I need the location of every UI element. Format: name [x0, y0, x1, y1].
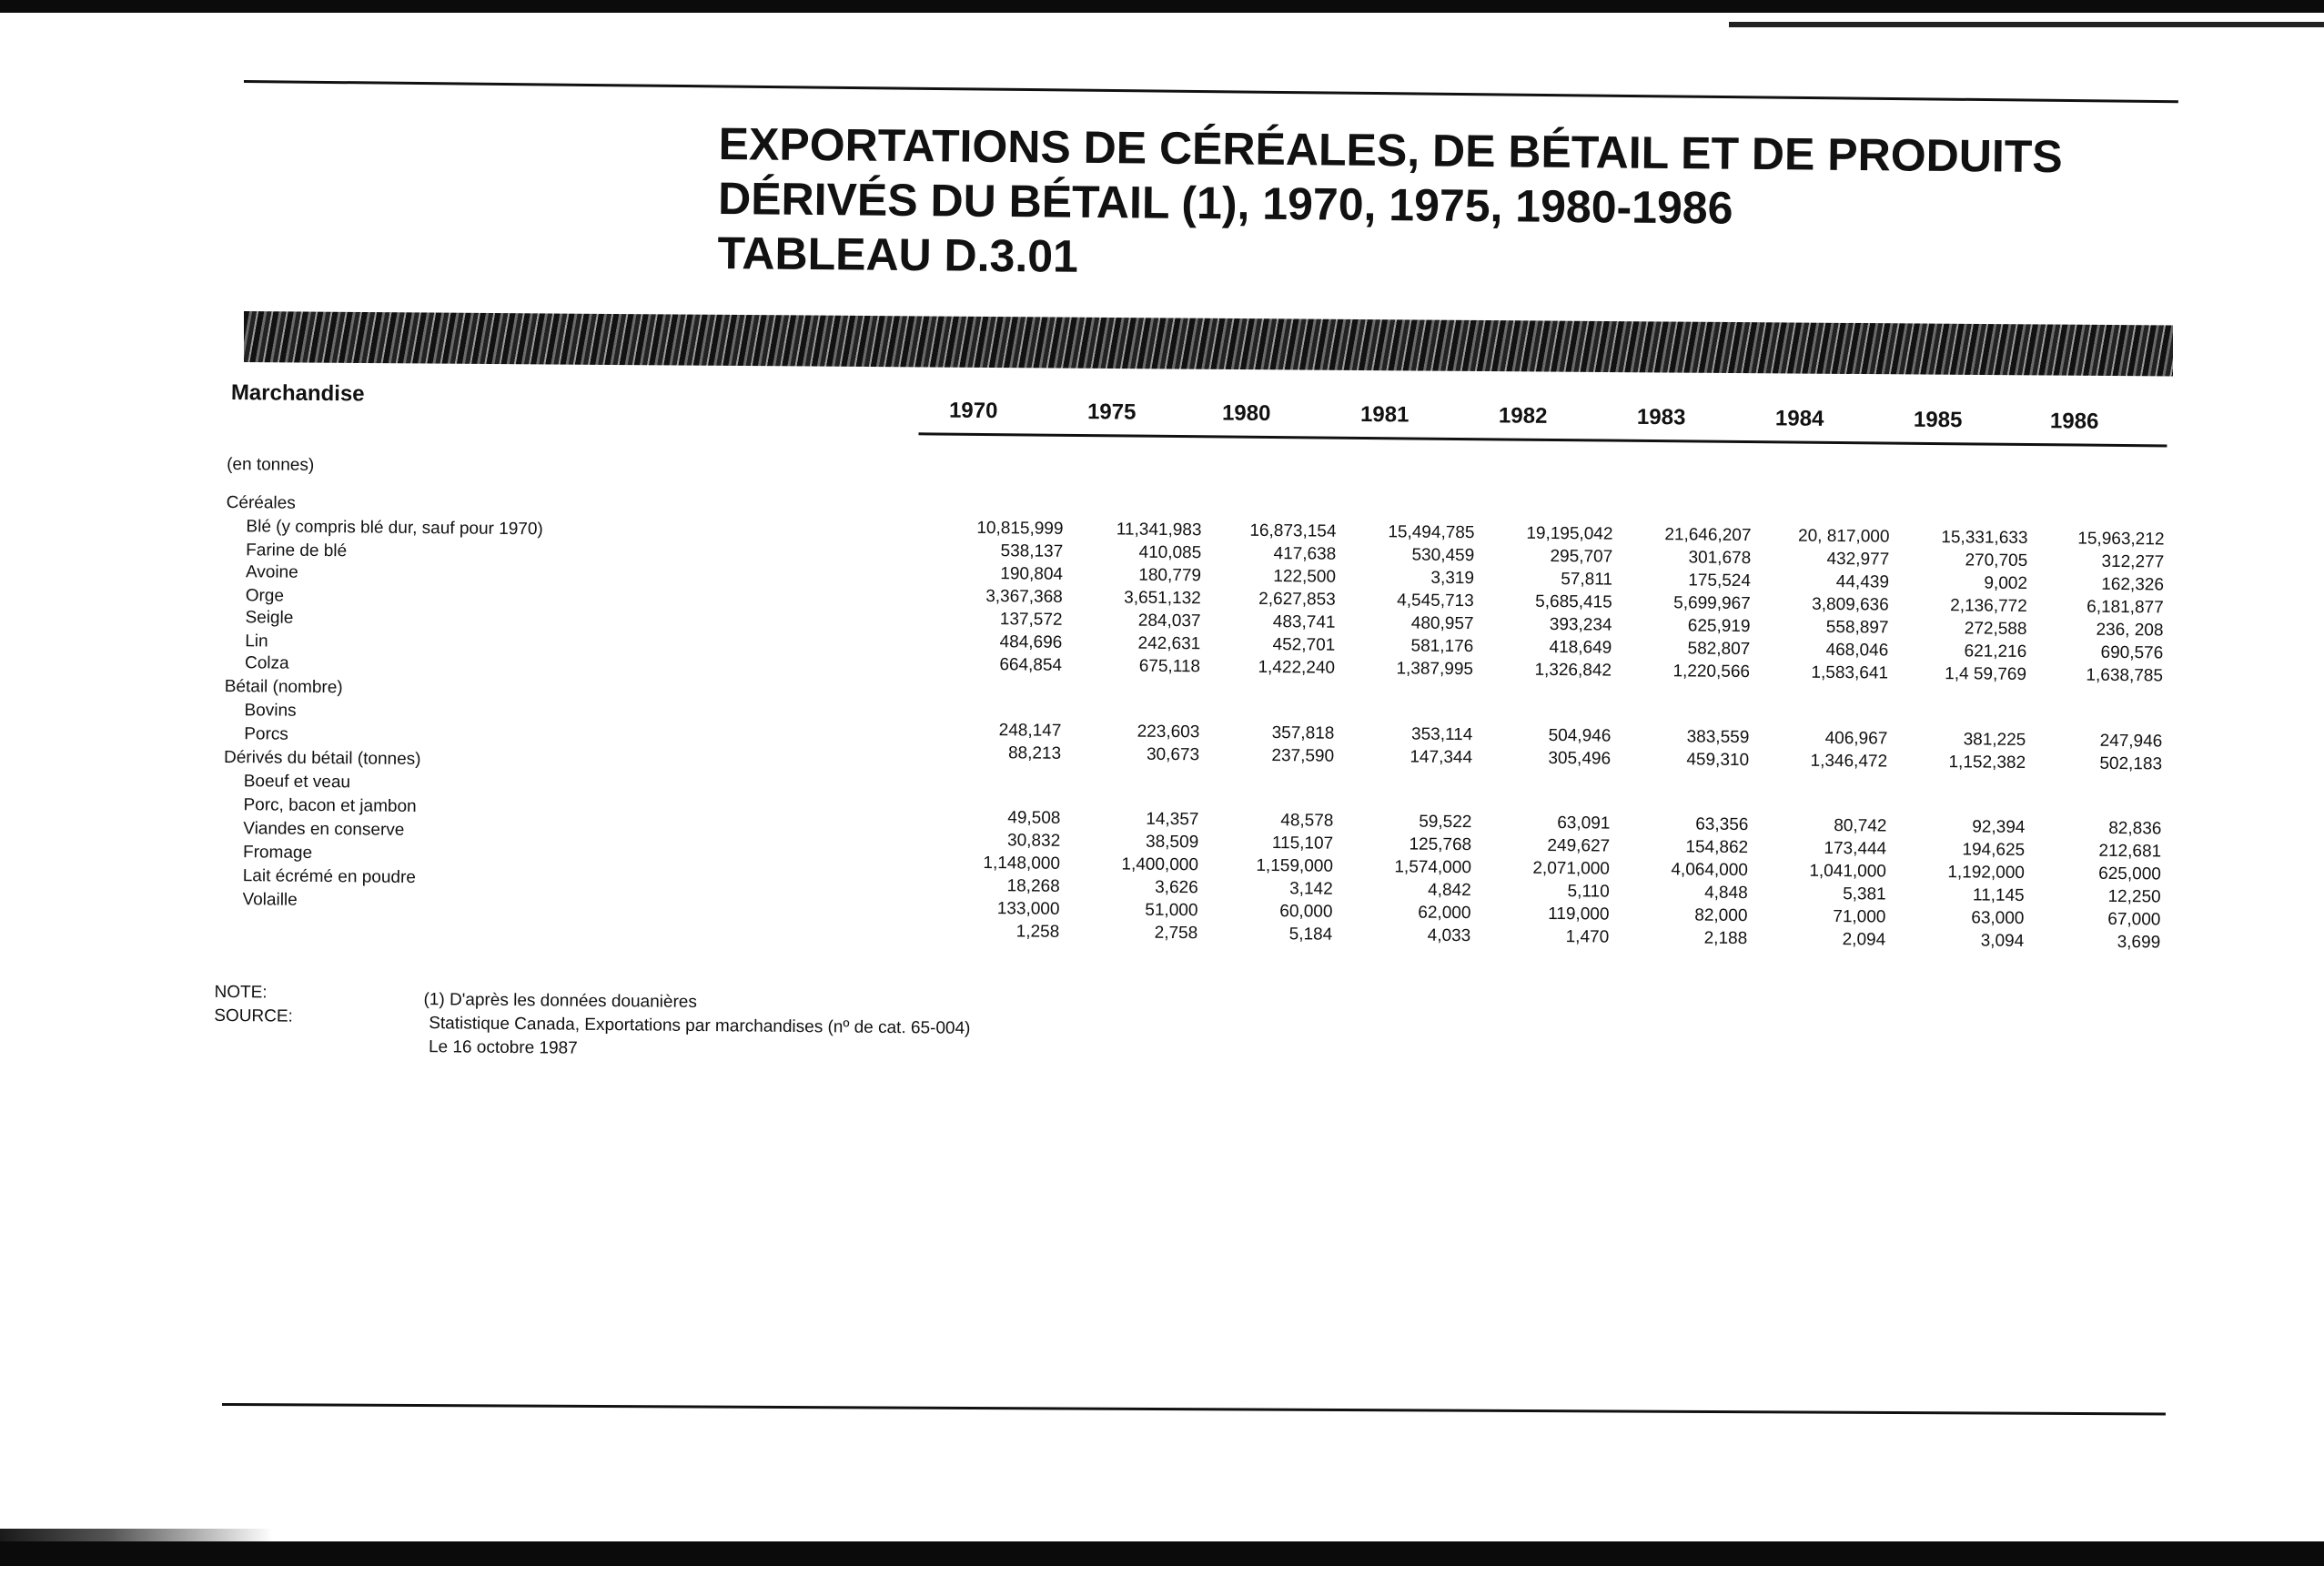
table-cell: 21,646,207: [1664, 525, 1752, 546]
table-cell: 582,807: [1687, 639, 1751, 660]
table-cell: 19,195,042: [1526, 523, 1613, 544]
table-cell: 2,071,000: [1532, 858, 1611, 879]
scan-border-bottom-fade: [0, 1529, 273, 1541]
table-cell: 30,673: [1146, 744, 1200, 765]
table-cell: 664,854: [999, 655, 1063, 675]
row-label: Orge: [245, 586, 285, 606]
table-cell: 147,344: [1410, 747, 1473, 768]
row-label: Viandes en conserve: [243, 819, 405, 840]
row-label: Bovins: [244, 701, 297, 721]
table-cell: 11,341,983: [1116, 520, 1202, 540]
table-cell: 530,459: [1411, 545, 1475, 566]
row-label: Lait écrémé en poudre: [242, 866, 417, 888]
table-cell: 38,509: [1145, 832, 1199, 853]
table-cell: 484,696: [999, 632, 1063, 652]
table-cell: 1,192,000: [1947, 863, 2026, 883]
title-line-2: DÉRIVÉS DU BÉTAIL (1), 1970, 1975, 1980-1986: [717, 172, 1733, 234]
year-header-1970: 1970: [948, 398, 998, 424]
table-cell: 383,559: [1686, 727, 1750, 748]
table-cell: 18,268: [1006, 876, 1060, 896]
table-cell: 2,627,853: [1258, 589, 1336, 610]
table-cell: 5,184: [1288, 924, 1333, 945]
table-cell: 9,002: [1984, 573, 2028, 593]
table-cell: 625,000: [2098, 864, 2162, 884]
table-cell: 249,627: [1547, 835, 1611, 856]
row-label: Volaille: [242, 890, 298, 910]
table-cell: 3,142: [1289, 879, 1333, 899]
table-cell: 3,367,368: [985, 587, 1063, 607]
section-label: Bétail (nombre): [224, 676, 343, 698]
table-cell: 1,387,995: [1396, 659, 1474, 680]
table-cell: 71,000: [1833, 906, 1886, 927]
table-cell: 2,094: [1842, 930, 1886, 950]
table-cell: 295,707: [1550, 546, 1613, 567]
table-cell: 44,439: [1835, 571, 1890, 592]
table-cell: 15,331,633: [1941, 528, 2028, 548]
table-cell: 1,638,785: [2086, 665, 2164, 686]
table-cell: 30,832: [1006, 831, 1061, 851]
column-header-marchandise: Marchandise: [230, 380, 365, 407]
table-cell: 459,310: [1686, 750, 1750, 771]
table-cell: 502,183: [2099, 753, 2163, 774]
table-cell: 284,037: [1137, 611, 1201, 631]
table-cell: 581,176: [1410, 636, 1474, 657]
table-cell: 5,381: [1843, 884, 1886, 904]
table-cell: 14,357: [1146, 809, 1199, 830]
table-cell: 3,699: [2117, 932, 2161, 953]
table-cell: 504,946: [1548, 725, 1612, 746]
table-cell: 393,234: [1549, 614, 1612, 635]
table-cell: 468,046: [1825, 640, 1889, 661]
table-cell: 63,091: [1557, 813, 1611, 833]
row-label: Colza: [244, 653, 289, 673]
table-cell: 92,394: [1972, 817, 2026, 837]
table-cell: 15,494,785: [1388, 522, 1475, 543]
table-cell: 381,225: [1963, 730, 2026, 750]
section-label: Céréales: [226, 492, 296, 513]
table-cell: 4,842: [1428, 880, 1471, 901]
table-cell: 133,000: [996, 899, 1060, 919]
table-cell: 1,152,382: [1948, 753, 2026, 773]
table-cell: 212,681: [2098, 841, 2162, 862]
table-cell: 3,094: [1980, 931, 2025, 951]
table-cell: 125,768: [1409, 834, 1472, 855]
year-header-1975: 1975: [1086, 399, 1137, 425]
table-cell: 480,957: [1410, 613, 1474, 634]
table-cell: 1,583,641: [1811, 662, 1889, 683]
header-underline: [918, 432, 2167, 447]
table-cell: 48,578: [1280, 811, 1334, 831]
table-cell: 51,000: [1145, 900, 1198, 921]
row-label: Porcs: [244, 724, 288, 744]
table-cell: 115,107: [1271, 833, 1334, 854]
year-header-1982: 1982: [1498, 403, 1548, 429]
table-cell: 357,818: [1271, 723, 1335, 743]
table-cell: 483,741: [1272, 612, 1336, 632]
table-cell: 432,977: [1826, 549, 1890, 570]
row-label: Avoine: [245, 562, 298, 582]
note-text: (1) D'après les données douanières: [423, 990, 698, 1012]
row-label: Porc, bacon et jambon: [243, 795, 417, 817]
table-cell: 4,064,000: [1671, 860, 1749, 881]
row-label: Blé (y compris blé dur, sauf pour 1970): [246, 517, 543, 540]
table-cell: 312,277: [2101, 551, 2165, 572]
table-cell: 59,522: [1419, 812, 1472, 833]
table-cell: 62,000: [1418, 903, 1471, 924]
table-cell: 1,422,240: [1258, 657, 1336, 678]
table-cell: 20, 817,000: [1797, 526, 1890, 547]
table-cell: 247,946: [2099, 731, 2163, 752]
table-cell: 162,326: [2101, 574, 2165, 595]
source-label: SOURCE:: [214, 1005, 293, 1026]
year-header-1985: 1985: [1913, 407, 1963, 433]
year-header-1986: 1986: [2049, 409, 2099, 434]
table-cell: 1,148,000: [983, 853, 1061, 874]
table-cell: 3,809,636: [1812, 594, 1889, 615]
table-cell: 237,590: [1271, 746, 1335, 766]
table-cell: 418,649: [1549, 637, 1612, 658]
table-cell: 4,545,713: [1397, 591, 1474, 611]
table-cell: 558,897: [1825, 617, 1889, 638]
row-label: Seigle: [245, 608, 294, 628]
year-header-1980: 1980: [1221, 400, 1271, 427]
year-header-1984: 1984: [1774, 406, 1824, 431]
table-cell: 194,625: [1962, 840, 2026, 860]
table-cell: 57,811: [1561, 570, 1613, 590]
table-cell: 82,000: [1694, 905, 1748, 926]
table-cell: 223,603: [1137, 722, 1200, 742]
table-cell: 1,574,000: [1394, 857, 1472, 878]
table-cell: 353,114: [1410, 724, 1473, 745]
table-cell: 12,250: [2107, 886, 2161, 907]
scan-border-bottom: [0, 1541, 2324, 1566]
table-cell: 305,496: [1548, 748, 1612, 769]
table-cell: 16,873,154: [1249, 520, 1337, 541]
table-cell: 180,779: [1138, 565, 1202, 586]
table-cell: 1,400,000: [1121, 854, 1199, 875]
row-label: Fromage: [242, 843, 313, 863]
table-cell: 10,815,999: [976, 518, 1064, 539]
source-date: Le 16 octobre 1987: [428, 1037, 578, 1058]
table-cell: 2,136,772: [1950, 596, 2027, 616]
table-cell: 80,742: [1834, 815, 1887, 836]
table-cell: 63,000: [1971, 908, 2025, 928]
table-cell: 63,356: [1695, 814, 1749, 835]
table-cell: 690,576: [2100, 642, 2164, 663]
unit-label: (en tonnes): [227, 454, 315, 475]
row-label: Lin: [245, 631, 268, 652]
table-cell: 49,508: [1007, 808, 1061, 828]
table-cell: 1,4 59,769: [1945, 664, 2027, 684]
title-line-3: TABLEAU D.3.01: [717, 227, 1079, 282]
table-cell: 270,705: [1965, 551, 2028, 571]
table-cell: 175,524: [1688, 571, 1752, 591]
table-cell: 190,804: [1000, 564, 1064, 584]
row-label: Boeuf et veau: [243, 772, 351, 793]
table-cell: 272,588: [1964, 619, 2027, 639]
row-label: Farine de blé: [246, 540, 348, 561]
table-cell: 406,967: [1824, 728, 1888, 749]
table-cell: 625,919: [1687, 616, 1751, 637]
table-cell: 15,963,212: [2077, 529, 2165, 550]
table-cell: 3,626: [1155, 877, 1198, 898]
table-cell: 2,188: [1703, 928, 1748, 949]
table-cell: 5,699,967: [1673, 593, 1751, 614]
table-cell: 417,638: [1273, 544, 1337, 564]
table-cell: 137,572: [999, 610, 1063, 630]
section-label: Dérivés du bétail (tonnes): [223, 747, 421, 770]
table-cell: 11,145: [1972, 885, 2025, 905]
table-cell: 119,000: [1548, 904, 1610, 924]
table-cell: 60,000: [1279, 902, 1333, 922]
table-cell: 675,118: [1138, 656, 1201, 677]
table-cell: 2,758: [1154, 923, 1198, 944]
table-cell: 4,848: [1704, 883, 1748, 904]
table-cell: 1,258: [1015, 922, 1060, 942]
table-cell: 242,631: [1137, 633, 1201, 654]
year-header-1981: 1981: [1359, 401, 1410, 428]
year-header-1983: 1983: [1636, 404, 1686, 430]
table-cell: 410,085: [1138, 542, 1202, 563]
table-cell: 1,346,472: [1810, 751, 1888, 772]
table-cell: 236, 208: [2096, 620, 2164, 641]
table-cell: 538,137: [1000, 541, 1064, 561]
table-cell: 621,216: [1964, 641, 2027, 662]
table-cell: 154,862: [1685, 837, 1749, 858]
table-cell: 67,000: [2107, 909, 2161, 930]
table-cell: 5,110: [1567, 882, 1610, 902]
table-cell: 82,836: [2108, 818, 2162, 839]
table-cell: 301,678: [1688, 548, 1752, 569]
title-line-1: EXPORTATIONS DE CÉRÉALES, DE BÉTAIL ET DE PRODUITS: [718, 117, 2063, 183]
table-cell: 1,041,000: [1809, 861, 1887, 882]
table-cell: 4,033: [1427, 925, 1471, 946]
table-cell: 122,500: [1273, 567, 1337, 587]
table-cell: 3,651,132: [1124, 588, 1201, 609]
table-cell: 248,147: [998, 721, 1062, 741]
table-cell: 1,159,000: [1256, 855, 1334, 876]
table-cell: 173,444: [1824, 838, 1887, 859]
table-cell: 5,685,415: [1535, 591, 1612, 612]
table-cell: 88,213: [1007, 743, 1062, 763]
table-cell: 452,701: [1272, 635, 1336, 655]
source-text: Statistique Canada, Exportations par marchandises (nº de cat. 65-004): [429, 1014, 971, 1038]
table-cell: 3,319: [1430, 568, 1475, 589]
table-cell: 1,326,842: [1534, 660, 1612, 681]
table-cell: 6,181,877: [2087, 597, 2164, 618]
note-label: NOTE:: [214, 982, 268, 1003]
table-cell: 1,470: [1565, 927, 1610, 947]
table-cell: 1,220,566: [1672, 662, 1751, 682]
